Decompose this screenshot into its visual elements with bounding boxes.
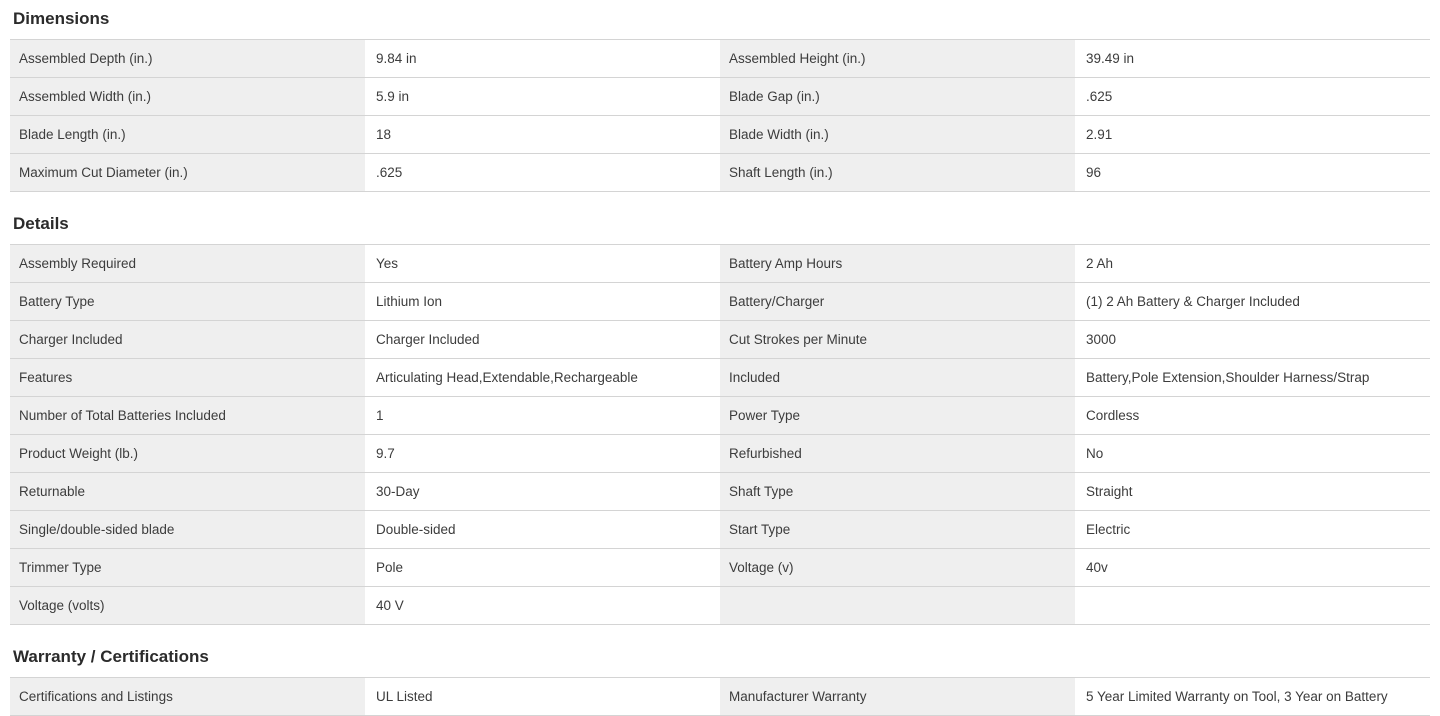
spec-value: 1 xyxy=(365,397,720,434)
spec-value: 9.84 in xyxy=(365,40,720,77)
spec-label: Battery/Charger xyxy=(720,283,1075,320)
table-row xyxy=(10,587,1430,625)
spec-label: Shaft Length (in.) xyxy=(720,154,1075,191)
spec-label: Blade Length (in.) xyxy=(10,116,365,153)
spec-label: Manufacturer Warranty xyxy=(720,678,1075,715)
table-row xyxy=(10,283,1430,321)
spec-label: Assembled Width (in.) xyxy=(10,78,365,115)
spec-value: 2 Ah xyxy=(1075,245,1430,282)
section-title: Warranty / Certifications xyxy=(13,647,209,666)
spec-value: 40v xyxy=(1075,549,1430,586)
table-row xyxy=(10,40,1430,78)
spec-table xyxy=(10,677,1430,716)
spec-label: Single/double-sided blade xyxy=(10,511,365,548)
spec-label: Included xyxy=(720,359,1075,396)
spec-label: Returnable xyxy=(10,473,365,510)
spec-value: Cordless xyxy=(1075,397,1430,434)
spec-value: .625 xyxy=(1075,78,1430,115)
spec-value: 39.49 in xyxy=(1075,40,1430,77)
spec-label: Charger Included xyxy=(10,321,365,358)
spec-label: Voltage (volts) xyxy=(10,587,365,624)
spec-value: UL Listed xyxy=(365,678,720,715)
spec-label: Battery Type xyxy=(10,283,365,320)
table-row xyxy=(10,397,1430,435)
spec-value: 96 xyxy=(1075,154,1430,191)
spec-value: 5 Year Limited Warranty on Tool, 3 Year on Battery xyxy=(1075,678,1430,715)
table-row xyxy=(10,321,1430,359)
spec-label: Blade Width (in.) xyxy=(720,116,1075,153)
spec-label: Voltage (v) xyxy=(720,549,1075,586)
spec-label: Maximum Cut Diameter (in.) xyxy=(10,154,365,191)
spec-value: .625 xyxy=(365,154,720,191)
table-row xyxy=(10,78,1430,116)
spec-value: Straight xyxy=(1075,473,1430,510)
spec-section xyxy=(10,8,1430,192)
spec-label: Certifications and Listings xyxy=(10,678,365,715)
spec-label: Assembly Required xyxy=(10,245,365,282)
spec-label xyxy=(720,587,1075,624)
table-row xyxy=(10,245,1430,283)
spec-value: Lithium Ion xyxy=(365,283,720,320)
table-row xyxy=(10,154,1430,192)
table-row xyxy=(10,511,1430,549)
spec-label: Blade Gap (in.) xyxy=(720,78,1075,115)
spec-value xyxy=(1075,587,1430,624)
spec-label: Refurbished xyxy=(720,435,1075,472)
spec-value: Battery,Pole Extension,Shoulder Harness/Strap xyxy=(1075,359,1430,396)
table-row xyxy=(10,473,1430,511)
spec-label: Number of Total Batteries Included xyxy=(10,397,365,434)
spec-label: Power Type xyxy=(720,397,1075,434)
spec-label: Product Weight (lb.) xyxy=(10,435,365,472)
spec-section xyxy=(10,646,1430,716)
spec-label: Assembled Height (in.) xyxy=(720,40,1075,77)
spec-value: Pole xyxy=(365,549,720,586)
spec-value: 5.9 in xyxy=(365,78,720,115)
table-row xyxy=(10,435,1430,473)
section-title: Dimensions xyxy=(13,9,110,28)
table-row xyxy=(10,678,1430,716)
spec-value: Articulating Head,Extendable,Rechargeable xyxy=(365,359,720,396)
spec-label: Start Type xyxy=(720,511,1075,548)
table-row xyxy=(10,549,1430,587)
spec-section xyxy=(10,213,1430,625)
spec-value: Electric xyxy=(1075,511,1430,548)
spec-value: No xyxy=(1075,435,1430,472)
spec-value: 3000 xyxy=(1075,321,1430,358)
spec-label: Trimmer Type xyxy=(10,549,365,586)
table-row xyxy=(10,359,1430,397)
spec-value: Yes xyxy=(365,245,720,282)
spec-label: Assembled Depth (in.) xyxy=(10,40,365,77)
spec-value: (1) 2 Ah Battery & Charger Included xyxy=(1075,283,1430,320)
spec-table xyxy=(10,39,1430,192)
table-row xyxy=(10,116,1430,154)
spec-label: Cut Strokes per Minute xyxy=(720,321,1075,358)
spec-value: 40 V xyxy=(365,587,720,624)
spec-value: Charger Included xyxy=(365,321,720,358)
spec-label: Battery Amp Hours xyxy=(720,245,1075,282)
spec-label: Shaft Type xyxy=(720,473,1075,510)
spec-value: 2.91 xyxy=(1075,116,1430,153)
section-title: Details xyxy=(13,214,69,233)
spec-table xyxy=(10,244,1430,625)
spec-value: 9.7 xyxy=(365,435,720,472)
spec-label: Features xyxy=(10,359,365,396)
spec-value: 18 xyxy=(365,116,720,153)
spec-value: 30-Day xyxy=(365,473,720,510)
spec-value: Double-sided xyxy=(365,511,720,548)
